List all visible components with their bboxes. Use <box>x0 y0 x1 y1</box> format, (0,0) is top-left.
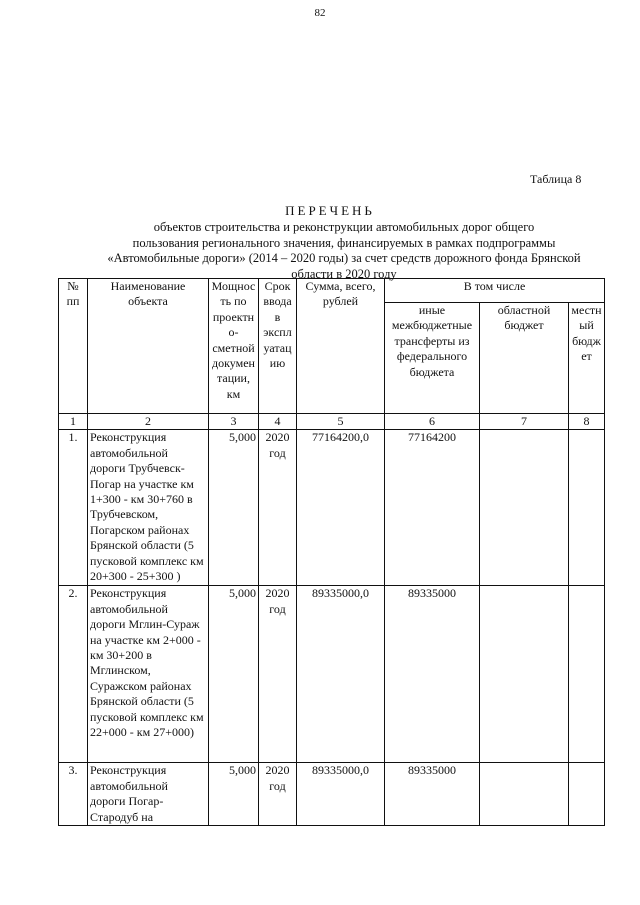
column-number-row <box>59 414 605 430</box>
subtitle-line: пользования регионального значения, финансируемых в рамках подпрограммы <box>132 235 556 250</box>
total-value: 89335000,0 <box>297 586 385 763</box>
total-value: 77164200,0 <box>297 430 385 586</box>
projects-table <box>58 278 605 826</box>
header-row-top <box>59 279 605 303</box>
local-value <box>569 586 605 763</box>
federal-value: 89335000 <box>385 763 480 826</box>
term-value: 2020 год <box>259 763 297 826</box>
object-name: Реконструкция автомобильной дороги Трубчевск-Погар на участке км 1+300 - км 30+760 в Трубчевском, Погарском районах Брянской области (5 пусковой комплекс км 20+300 - 25+300 ) <box>88 430 209 586</box>
page-number: 82 <box>314 7 326 19</box>
table-row <box>59 586 605 763</box>
subtitle-line: области в 2020 году <box>291 266 397 281</box>
capacity-value: 5,000 <box>209 430 259 586</box>
column-number: 1 <box>59 414 88 430</box>
header-object-name: Наименование объекта <box>88 279 209 414</box>
header-capacity: Мощность по проектно-сметной документации, км <box>209 279 259 414</box>
object-name: Реконструкция автомобильной дороги Погар-Стародуб на <box>88 763 209 826</box>
local-value <box>569 430 605 586</box>
term-value: 2020 год <box>259 586 297 763</box>
subtitle-line: «Автомобильные дороги» (2014 – 2020 годы) за счет средств дорожного фонда Брянской <box>107 251 581 265</box>
column-number: 8 <box>569 414 605 430</box>
column-number: 3 <box>209 414 259 430</box>
federal-value: 89335000 <box>385 586 480 763</box>
column-number: 5 <box>297 414 385 430</box>
federal-value: 77164200 <box>385 430 480 586</box>
term-value: 2020 год <box>259 430 297 586</box>
document-title: ПЕРЕЧЕНЬ <box>285 203 375 218</box>
capacity-value: 5,000 <box>209 586 259 763</box>
document-subtitle <box>96 220 592 282</box>
object-name: Реконструкция автомобильной дороги Мглин-Сураж на участке км 2+000 - км 30+200 в Мглинском, Суражском районах Брянской области (5 пусковой комплекс км 22+000 - км 27+000) <box>88 586 209 763</box>
row-number: 1. <box>59 430 88 586</box>
header-federal: иные межбюджетные трансферты из федерального бюджета <box>385 303 480 414</box>
row-number: 2. <box>59 586 88 763</box>
regional-value <box>480 763 569 826</box>
column-number: 6 <box>385 414 480 430</box>
table-label: Таблица 8 <box>530 172 582 186</box>
local-value <box>569 763 605 826</box>
column-number: 4 <box>259 414 297 430</box>
header-local: местный бюджет <box>569 303 605 414</box>
header-total: Сумма, всего, рублей <box>297 279 385 414</box>
total-value: 89335000,0 <box>297 763 385 826</box>
column-number: 2 <box>88 414 209 430</box>
header-including: В том числе <box>385 279 605 303</box>
subtitle-line: объектов строительства и реконструкции автомобильных дорог общего <box>153 220 535 234</box>
header-term: Срок ввода в эксплуатацию <box>259 279 297 414</box>
table-row <box>59 430 605 586</box>
regional-value <box>480 430 569 586</box>
table-row <box>59 763 605 826</box>
header-number: № пп <box>59 279 88 414</box>
capacity-value: 5,000 <box>209 763 259 826</box>
column-number: 7 <box>480 414 569 430</box>
row-number: 3. <box>59 763 88 826</box>
regional-value <box>480 586 569 763</box>
header-regional: областной бюджет <box>480 303 569 414</box>
